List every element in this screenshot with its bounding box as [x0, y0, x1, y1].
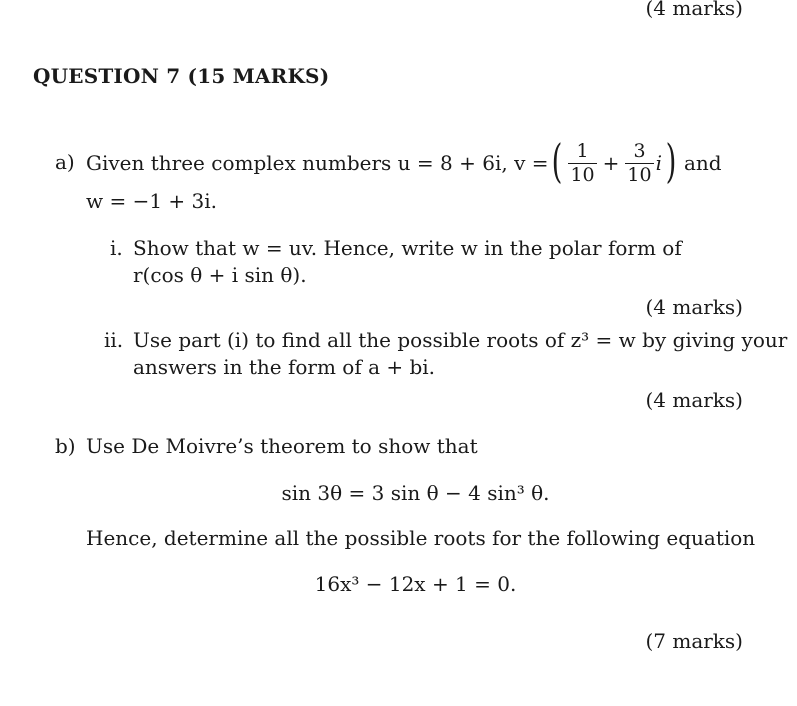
right-paren: )	[665, 134, 677, 188]
sub-ii-line1: Use part (i) to find all the possible roots of z³ = w by giving your	[133, 328, 788, 352]
sub-i-line1: Show that w = uv. Hence, write w in the polar form of	[133, 236, 682, 260]
fraction-numerator: 3	[633, 139, 646, 162]
sub-ii-line2: answers in the form of a + bi.	[133, 355, 436, 379]
sub-i-label: i.	[110, 236, 123, 260]
plus-sign: +	[602, 151, 620, 175]
part-a-label: a)	[55, 150, 75, 174]
part-a-line1-prefix: Given three complex numbers u = 8 + 6i, v =	[86, 151, 549, 175]
part-a-line2: w = −1 + 3i.	[86, 189, 218, 213]
part-b-line2: Hence, determine all the possible roots for the following equation	[86, 526, 756, 550]
fraction-one-tenth	[568, 139, 596, 186]
part-b-marks: (7 marks)	[645, 629, 743, 653]
part-b-equation1: sin 3θ = 3 sin θ − 4 sin³ θ.	[281, 481, 550, 505]
fraction-denominator: 10	[570, 163, 595, 186]
imaginary-unit: i	[655, 151, 662, 175]
part-b-label: b)	[55, 434, 76, 458]
fraction-three-tenths	[625, 139, 653, 186]
part-b-equation2: 16x³ − 12x + 1 = 0.	[314, 572, 517, 596]
sub-ii-marks: (4 marks)	[645, 388, 743, 412]
sub-i-marks: (4 marks)	[645, 295, 743, 319]
fraction-denominator: 10	[627, 163, 652, 186]
question-title: QUESTION 7 (15 MARKS)	[33, 64, 330, 88]
part-a-line1-suffix: and	[683, 151, 722, 175]
part-a-line1	[86, 134, 722, 189]
sub-i-line2: r(cos θ + i sin θ).	[133, 263, 307, 287]
sub-ii-label: ii.	[104, 328, 124, 352]
fraction-numerator: 1	[576, 139, 589, 162]
left-paren: (	[552, 134, 563, 188]
part-b-line1: Use De Moivre’s theorem to show that	[86, 434, 478, 458]
previous-question-marks: (4 marks)	[645, 0, 743, 20]
